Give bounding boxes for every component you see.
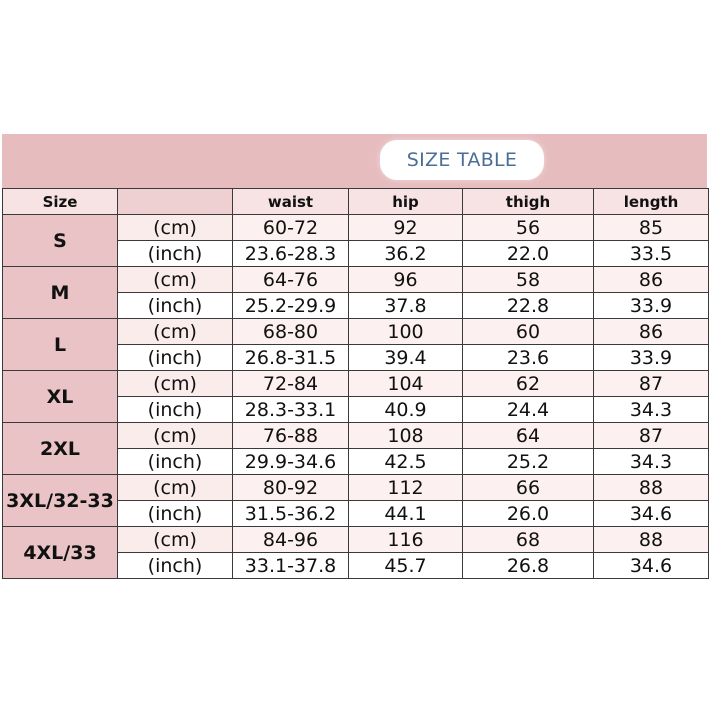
- thigh-cell: 23.6: [463, 345, 594, 371]
- hip-cell: 112: [349, 475, 463, 501]
- length-cell: 34.6: [594, 553, 709, 579]
- size-label: S: [3, 215, 118, 267]
- waist-cell: 29.9-34.6: [233, 449, 349, 475]
- size-label: XL: [3, 371, 118, 423]
- length-cell: 85: [594, 215, 709, 241]
- hip-cell: 39.4: [349, 345, 463, 371]
- header-thigh: thigh: [463, 189, 594, 215]
- header-hip: hip: [349, 189, 463, 215]
- size-label: 4XL/33: [3, 527, 118, 579]
- table-row: [3, 267, 709, 293]
- waist-cell: 84-96: [233, 527, 349, 553]
- table-row: [3, 215, 709, 241]
- unit-label: (cm): [118, 267, 233, 293]
- unit-label: (cm): [118, 319, 233, 345]
- waist-cell: 64-76: [233, 267, 349, 293]
- waist-cell: 80-92: [233, 475, 349, 501]
- table-row: [3, 319, 709, 345]
- unit-label: (inch): [118, 553, 233, 579]
- table-row: [3, 527, 709, 553]
- size-table: [2, 188, 709, 579]
- waist-cell: 31.5-36.2: [233, 501, 349, 527]
- length-cell: 34.3: [594, 449, 709, 475]
- hip-cell: 36.2: [349, 241, 463, 267]
- thigh-cell: 64: [463, 423, 594, 449]
- length-cell: 87: [594, 423, 709, 449]
- unit-label: (cm): [118, 371, 233, 397]
- hip-cell: 40.9: [349, 397, 463, 423]
- hip-cell: 45.7: [349, 553, 463, 579]
- thigh-cell: 25.2: [463, 449, 594, 475]
- hip-cell: 44.1: [349, 501, 463, 527]
- thigh-cell: 68: [463, 527, 594, 553]
- header-unit: [118, 189, 233, 215]
- unit-label: (inch): [118, 241, 233, 267]
- thigh-cell: 26.0: [463, 501, 594, 527]
- hip-cell: 100: [349, 319, 463, 345]
- thigh-cell: 66: [463, 475, 594, 501]
- header-waist: waist: [233, 189, 349, 215]
- table-row: [3, 475, 709, 501]
- waist-cell: 68-80: [233, 319, 349, 345]
- unit-label: (inch): [118, 501, 233, 527]
- unit-label: (inch): [118, 345, 233, 371]
- waist-cell: 28.3-33.1: [233, 397, 349, 423]
- title-badge: [383, 143, 541, 177]
- hip-cell: 116: [349, 527, 463, 553]
- hip-cell: 92: [349, 215, 463, 241]
- length-cell: 33.9: [594, 293, 709, 319]
- length-cell: 88: [594, 527, 709, 553]
- waist-cell: 23.6-28.3: [233, 241, 349, 267]
- title-banner: [2, 134, 707, 188]
- size-label: M: [3, 267, 118, 319]
- waist-cell: 60-72: [233, 215, 349, 241]
- thigh-cell: 62: [463, 371, 594, 397]
- length-cell: 33.9: [594, 345, 709, 371]
- unit-label: (cm): [118, 475, 233, 501]
- waist-cell: 26.8-31.5: [233, 345, 349, 371]
- length-cell: 34.6: [594, 501, 709, 527]
- hip-cell: 104: [349, 371, 463, 397]
- size-label: L: [3, 319, 118, 371]
- unit-label: (inch): [118, 449, 233, 475]
- unit-label: (inch): [118, 397, 233, 423]
- waist-cell: 76-88: [233, 423, 349, 449]
- thigh-cell: 22.8: [463, 293, 594, 319]
- length-cell: 33.5: [594, 241, 709, 267]
- table-row: [3, 371, 709, 397]
- size-label: 3XL/32-33: [3, 475, 118, 527]
- unit-label: (inch): [118, 293, 233, 319]
- hip-cell: 37.8: [349, 293, 463, 319]
- thigh-cell: 22.0: [463, 241, 594, 267]
- waist-cell: 33.1-37.8: [233, 553, 349, 579]
- length-cell: 86: [594, 267, 709, 293]
- length-cell: 88: [594, 475, 709, 501]
- thigh-cell: 60: [463, 319, 594, 345]
- page-title: SIZE TABLE: [406, 149, 518, 171]
- hip-cell: 42.5: [349, 449, 463, 475]
- header-row: [3, 189, 709, 215]
- thigh-cell: 56: [463, 215, 594, 241]
- length-cell: 34.3: [594, 397, 709, 423]
- thigh-cell: 24.4: [463, 397, 594, 423]
- thigh-cell: 58: [463, 267, 594, 293]
- hip-cell: 108: [349, 423, 463, 449]
- unit-label: (cm): [118, 423, 233, 449]
- waist-cell: 72-84: [233, 371, 349, 397]
- table-row: [3, 423, 709, 449]
- thigh-cell: 26.8: [463, 553, 594, 579]
- length-cell: 86: [594, 319, 709, 345]
- header-length: length: [594, 189, 709, 215]
- length-cell: 87: [594, 371, 709, 397]
- waist-cell: 25.2-29.9: [233, 293, 349, 319]
- size-label: 2XL: [3, 423, 118, 475]
- unit-label: (cm): [118, 527, 233, 553]
- header-size: Size: [3, 189, 118, 215]
- hip-cell: 96: [349, 267, 463, 293]
- unit-label: (cm): [118, 215, 233, 241]
